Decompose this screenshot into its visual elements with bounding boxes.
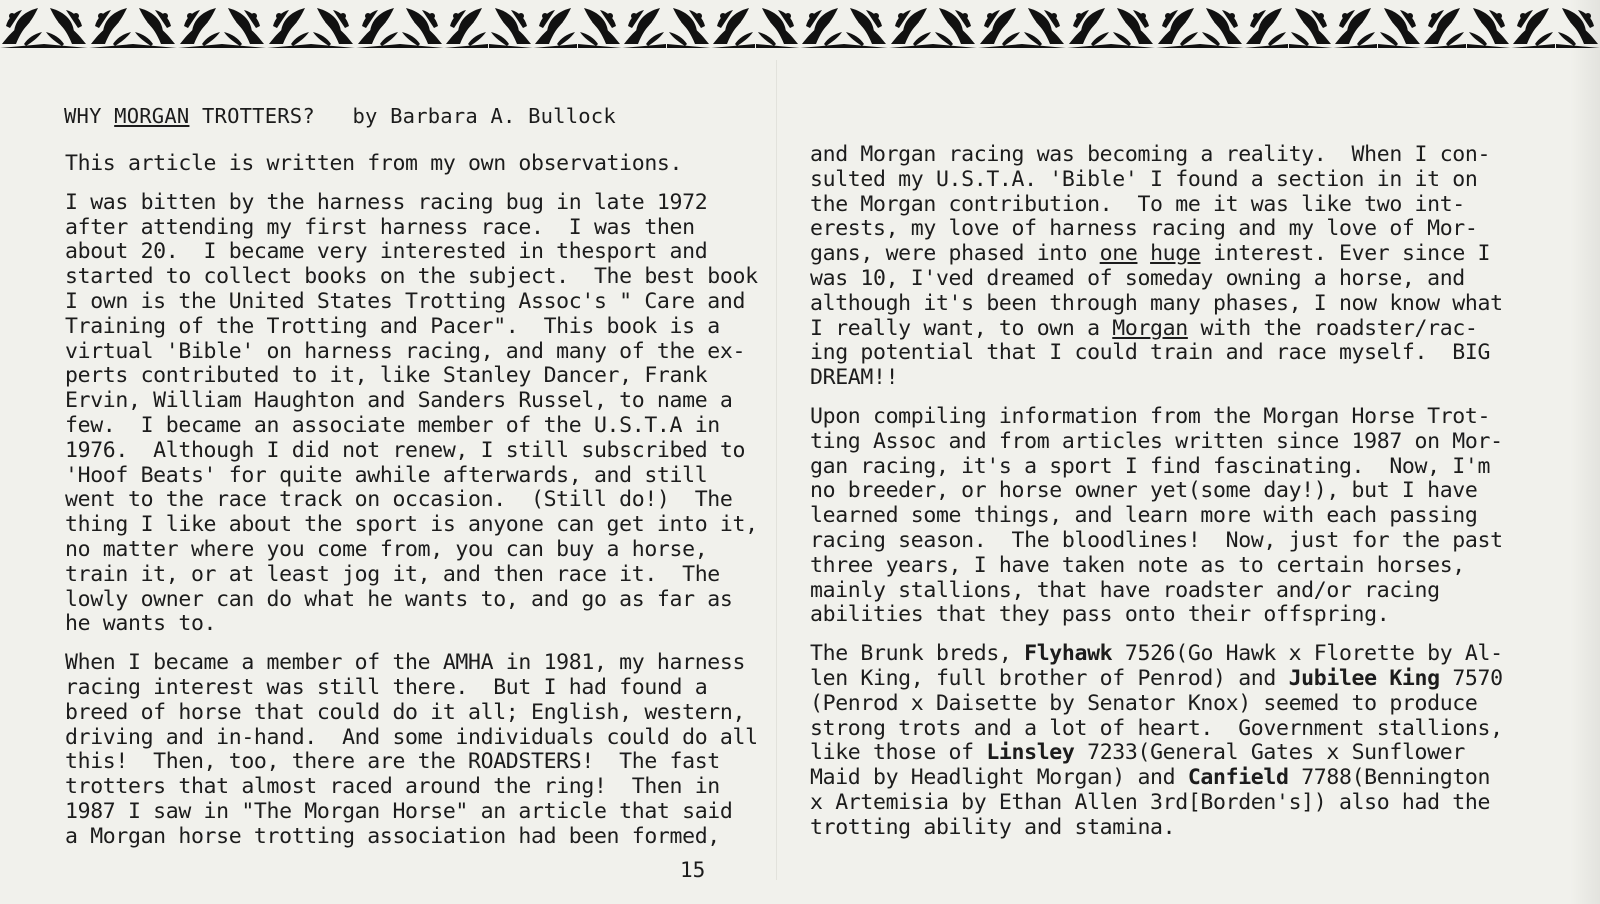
- text-line: about 20. I became very interested in thesport and: [65, 239, 708, 265]
- left-column: [65, 152, 758, 850]
- text-run: Maid by Headlight Morgan) and: [810, 765, 1188, 791]
- text-line: trotters that almost raced around the ring! Then in: [65, 774, 720, 800]
- text-line: I own is the United States Trotting Assoc's " Care and: [65, 288, 746, 314]
- text-run: gans, were phased into: [810, 241, 1100, 267]
- text-line: virtual 'Bible' on harness racing, and many of the ex-: [65, 338, 746, 364]
- text-line: breed of horse that could do it all; English, western,: [65, 699, 746, 725]
- text-line: driving and in-hand. And some individuals could do all: [65, 724, 758, 750]
- intro-line: This article is written from my own observations.: [65, 151, 683, 176]
- leaf-ornament-icon: [844, 4, 888, 48]
- left-paragraph-1: [65, 191, 758, 637]
- right-paragraph-1: [810, 143, 1503, 391]
- text-line: 1976. Although I did not renew, I still subscribed to: [65, 437, 746, 463]
- horse-name: Jubilee King: [1288, 665, 1440, 691]
- leaf-ornament-icon: [311, 4, 355, 48]
- text-line: train it, or at least jog it, and then race it. The: [65, 561, 720, 587]
- text-line: the Morgan contribution. To me it was like two int-: [810, 191, 1465, 217]
- underlined-word: one: [1099, 241, 1138, 267]
- text-line: three years, I have taken note as to certain horses,: [810, 552, 1465, 578]
- text-line: ting Assoc and from articles written since 1987 on Mor-: [810, 428, 1503, 454]
- text-run: [1137, 241, 1150, 266]
- text-line: racing interest was still there. But I had found a: [65, 674, 708, 700]
- horse-name: Canfield: [1187, 765, 1289, 791]
- leaf-ornament-icon: [933, 4, 977, 48]
- text-line: I was bitten by the harness racing bug in late 1972: [65, 189, 708, 215]
- leaf-ornament-icon: [1467, 4, 1511, 48]
- text-line: (Penrod x Daisette by Senator Knox) seemed to produce: [810, 690, 1478, 716]
- leaf-ornament-icon: [400, 4, 444, 48]
- leaf-ornament-icon: [489, 4, 533, 48]
- leaf-ornament-icon: [1333, 4, 1377, 48]
- underlined-word: Morgan: [1112, 315, 1188, 341]
- byline: by Barbara A. Bullock: [314, 104, 616, 128]
- leaf-ornament-icon: [1378, 4, 1422, 48]
- text-line: no breeder, or horse owner yet(some day!), but I have: [810, 478, 1478, 504]
- text-line: went to the race track on occasion. (Still do!) The: [65, 487, 733, 513]
- text-line: sulted my U.S.T.A. 'Bible' I found a section in it on: [810, 166, 1478, 192]
- leaf-ornament-icon: [800, 4, 844, 48]
- leaf-ornament-icon: [578, 4, 622, 48]
- article-heading: [64, 104, 616, 128]
- leaf-ornament-icon: [533, 4, 577, 48]
- title-suffix: TROTTERS?: [189, 104, 315, 128]
- text-line: this! Then, too, there are the ROADSTERS! The fast: [65, 749, 720, 775]
- text-line: no matter where you come from, you can buy a horse,: [65, 536, 708, 562]
- page-number: 15: [680, 858, 706, 882]
- leaf-ornament-icon: [1111, 4, 1155, 48]
- text-run: with the roadster/rac-: [1187, 315, 1478, 341]
- text-line: DREAM!!: [810, 365, 899, 391]
- leaf-ornament-icon: [622, 4, 666, 48]
- text-line: he wants to.: [65, 611, 217, 637]
- text-line: x Artemisia by Ethan Allen 3rd[Borden's]) also had the: [810, 789, 1491, 815]
- text-run: 7788(Bennington: [1288, 765, 1491, 791]
- text-line: [810, 741, 1503, 766]
- text-run: len King, full brother of Penrod) and: [810, 665, 1289, 691]
- right-paragraph-2: [810, 405, 1503, 628]
- text-line: started to collect books on the subject. The best book: [65, 264, 758, 290]
- text-line: racing season. The bloodlines! Now, just for the past: [810, 527, 1503, 553]
- text-line: 'Hoof Beats' for quite awhile afterwards, and still: [65, 462, 708, 488]
- text-line: learned some things, and learn more with each passing: [810, 503, 1478, 529]
- leaf-ornament-icon: [444, 4, 488, 48]
- text-line: [810, 242, 1503, 267]
- left-paragraph-2: [65, 651, 758, 849]
- text-line: after attending my first harness race. I was then: [65, 214, 695, 240]
- leaf-ornament-icon: [44, 4, 88, 48]
- text-line: was 10, I'ved dreamed of someday owning a horse, and: [810, 265, 1465, 291]
- horse-name: Linsley: [986, 740, 1075, 766]
- horse-name: Flyhawk: [1024, 641, 1113, 667]
- leaf-ornament-icon: [0, 4, 44, 48]
- text-line: When I became a member of the AMHA in 1981, my harness: [65, 650, 746, 676]
- text-line: erests, my love of harness racing and my love of Mor-: [810, 216, 1478, 242]
- text-run: 7526(Go Hawk x Florette by Al-: [1112, 641, 1503, 667]
- text-run: 7570: [1439, 665, 1503, 691]
- text-run: interest. Ever since I: [1200, 241, 1491, 267]
- text-line: perts contributed to it, like Stanley Dancer, Frank: [65, 363, 708, 389]
- leaf-ornament-icon: [178, 4, 222, 48]
- column-divider: [776, 60, 777, 880]
- text-line: a Morgan horse trotting association had been formed,: [65, 823, 720, 849]
- text-line: Ervin, William Haughton and Sanders Russel, to name a: [65, 388, 733, 414]
- title-underlined-word: MORGAN: [114, 104, 190, 128]
- text-run: I really want, to own a: [810, 315, 1113, 341]
- text-line: lowly owner can do what he wants to, and go as far as: [65, 586, 733, 612]
- leaf-ornament-icon: [1156, 4, 1200, 48]
- text-line: ing potential that I could train and race myself. BIG: [810, 340, 1491, 366]
- leaf-ornament-icon: [756, 4, 800, 48]
- leaf-ornament-icon: [267, 4, 311, 48]
- leaf-ornament-icon: [978, 4, 1022, 48]
- underlined-word: huge: [1150, 241, 1201, 267]
- leaf-ornament-icon: [1422, 4, 1466, 48]
- text-line: [810, 642, 1503, 667]
- leaf-ornament-icon: [1244, 4, 1288, 48]
- text-run: 7233(General Gates x Sunflower: [1074, 740, 1465, 766]
- text-line: strong trots and a lot of heart. Government stallions,: [810, 715, 1503, 741]
- text-run: like those of: [810, 740, 987, 766]
- text-line: 1987 I saw in "The Morgan Horse" an article that said: [65, 798, 733, 824]
- leaf-ornament-icon: [1067, 4, 1111, 48]
- leaf-ornament-icon: [356, 4, 400, 48]
- leaf-ornament-icon: [889, 4, 933, 48]
- text-line: thing I like about the sport is anyone can get into it,: [65, 512, 758, 538]
- text-line: abilities that they pass onto their offspring.: [810, 602, 1390, 628]
- leaf-ornament-icon: [711, 4, 755, 48]
- text-line: few. I became an associate member of the U.S.T.A in: [65, 412, 720, 438]
- text-line: gan racing, it's a sport I find fascinating. Now, I'm: [810, 453, 1491, 479]
- leaf-ornament-icon: [667, 4, 711, 48]
- leaf-ornament-icon: [1022, 4, 1066, 48]
- text-line: [810, 667, 1503, 692]
- text-line: trotting ability and stamina.: [810, 814, 1176, 840]
- text-line: mainly stallions, that have roadster and/or racing: [810, 577, 1440, 603]
- leaf-ornament-icon: [133, 4, 177, 48]
- leaf-ornament-icon: [1200, 4, 1244, 48]
- page-edge-shadow: [1570, 0, 1600, 904]
- text-line: Upon compiling information from the Morgan Horse Trot-: [810, 403, 1491, 429]
- leaf-ornament-icon: [1289, 4, 1333, 48]
- text-run: The Brunk breds,: [810, 641, 1025, 667]
- text-line: [810, 766, 1503, 791]
- leaf-ornament-icon: [222, 4, 266, 48]
- decorative-leaf-border: [0, 0, 1600, 52]
- title-prefix: WHY: [64, 104, 115, 128]
- text-line: although it's been through many phases, I now know what: [810, 290, 1503, 316]
- leaf-ornament-icon: [89, 4, 133, 48]
- text-line: [810, 317, 1503, 342]
- leaf-ornament-icon: [1511, 4, 1555, 48]
- text-line: and Morgan racing was becoming a reality. When I con-: [810, 142, 1491, 167]
- right-paragraph-3: [810, 642, 1503, 840]
- right-column: [810, 143, 1503, 841]
- text-line: Training of the Trotting and Pacer". This book is a: [65, 313, 720, 339]
